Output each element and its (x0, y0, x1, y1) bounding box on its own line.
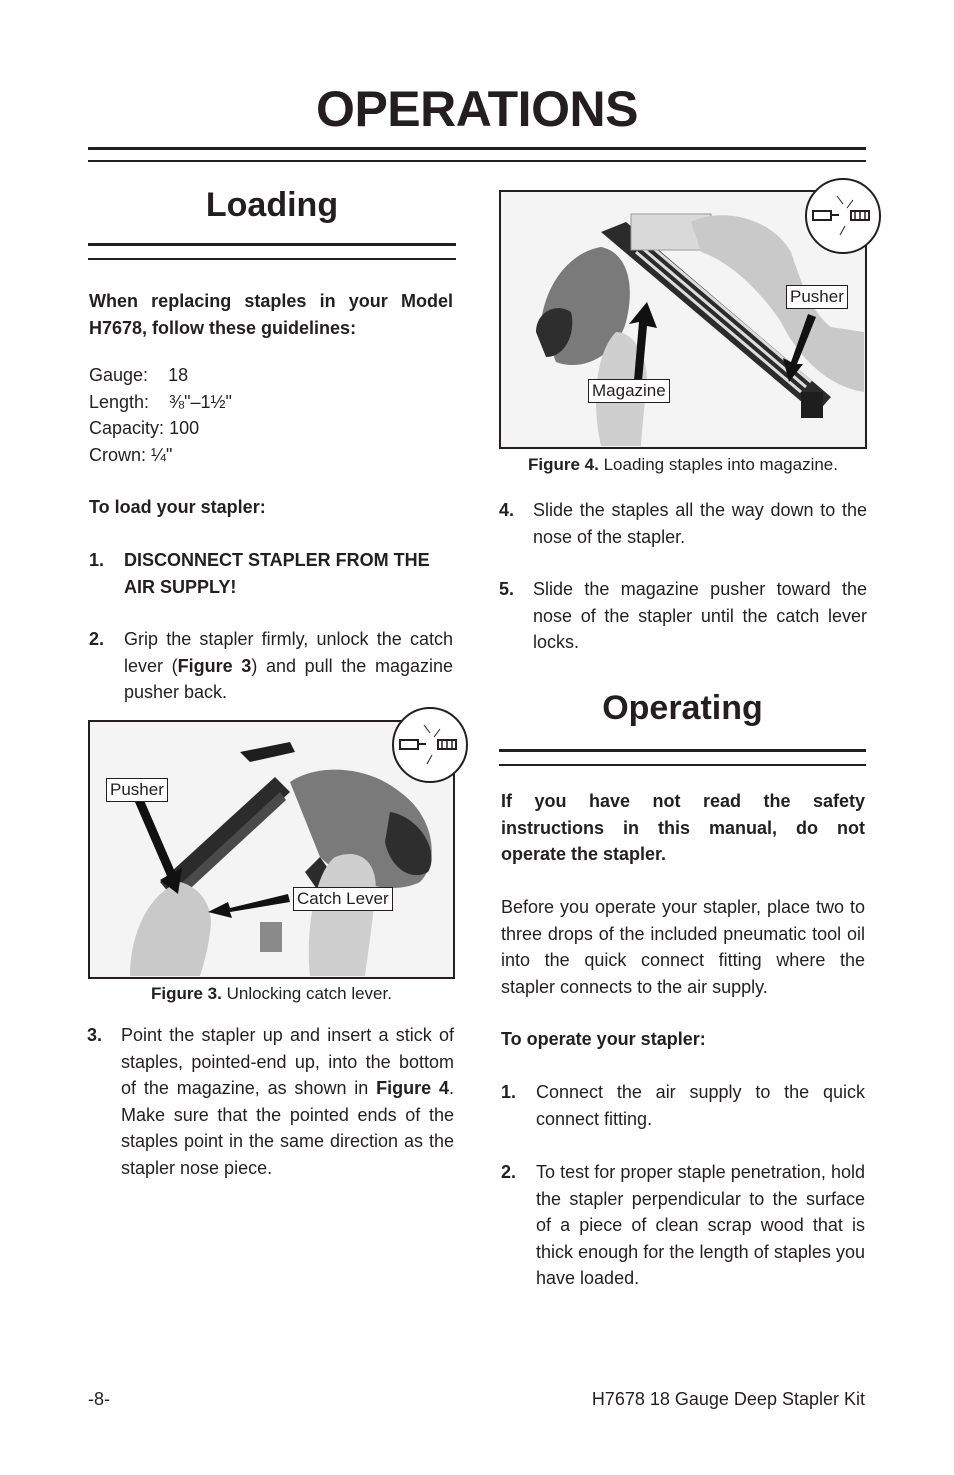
spec-length (89, 389, 389, 416)
page-title: OPERATIONS (316, 81, 638, 137)
title-rule-top (88, 147, 866, 150)
step-text (121, 1022, 454, 1181)
step-text: Slide the magazine pusher toward the nose of the stapler until the catch lever locks. (533, 579, 867, 652)
step-text: Connect the air supply to the quick connect fitting. (536, 1082, 865, 1129)
to-load-label: To load your stapler: (89, 497, 266, 517)
to-operate-label: To operate your stapler: (501, 1029, 706, 1049)
figure-3-catch-lever-callout: Catch Lever (293, 887, 393, 911)
loading-rule-top (88, 243, 456, 246)
operating-warning: If you have not read the safety instructions in this manual, do not operate the stapler. (501, 791, 865, 864)
step-number: 2. (89, 629, 105, 649)
step-number: 4. (499, 500, 515, 520)
spec-gauge (89, 362, 389, 389)
title-rule-bottom (88, 160, 866, 162)
page-number: -8- (88, 1389, 110, 1409)
step-text: To test for proper staple penetration, hold the stapler perpendicular to the surface of a piece of clean scrap wood that is thick enough for the length of staples you have loaded. (536, 1162, 865, 1288)
operating-rule-top (499, 749, 866, 752)
spec-label: Gauge: (89, 365, 149, 385)
step-text-part: ) and pull the magazine pusher back. (124, 655, 453, 702)
load-step-4 (499, 497, 867, 552)
operate-step-2 (501, 1159, 865, 1294)
spec-crown (89, 442, 389, 469)
loading-rule-bottom (88, 258, 456, 260)
figure-4-pusher-callout: Pusher (786, 285, 848, 309)
step-number: 1. (89, 550, 105, 570)
step-text: Slide the staples all the way down to the nose of the stapler. (533, 500, 867, 547)
step-text (124, 626, 453, 706)
oil-paragraph: Before you operate your stapler, place two to three drops of the included pneumatic tool oil into the quick connect fitting where the stapler connects to the air supply. (501, 897, 865, 997)
step-text-part: Point the stapler up and insert a stick of staples, pointed-end up, into the bottom of the magazine, as shown in (121, 1025, 454, 1098)
load-step-1 (89, 547, 453, 607)
caption-label: Figure 3. (151, 984, 222, 1003)
figure-3-pusher-callout: Pusher (106, 778, 168, 802)
footer-product-title: H7678 18 Gauge Deep Stapler Kit (591, 1389, 865, 1409)
load-step-3 (87, 1022, 454, 1182)
disconnected-air-hose-icon (392, 707, 468, 783)
load-step-5 (499, 576, 867, 658)
disconnected-air-hose-icon (805, 178, 881, 254)
operating-heading: Operating (602, 689, 763, 727)
loading-intro: When replacing staples in your Model H7678, follow these guidelines: (89, 291, 453, 338)
operating-rule-bottom (499, 764, 866, 766)
spec-list (89, 362, 389, 468)
spec-value: ⅜"–1½" (169, 391, 232, 412)
caption-label: Figure 4. (528, 455, 599, 474)
spec-value: ¼" (151, 444, 173, 465)
operate-step-1 (501, 1079, 865, 1134)
step-text-part: . Make sure that the pointed ends of the staples point in the same direction as the stapler nose piece. (121, 1078, 455, 1178)
spec-capacity (89, 415, 389, 442)
figure-4-magazine-callout: Magazine (588, 379, 670, 403)
caption-text: Loading staples into magazine. (598, 455, 838, 474)
spec-value: 18 (168, 365, 189, 385)
load-step-2 (89, 626, 453, 708)
step-number: 2. (501, 1162, 517, 1182)
figure-4-caption (499, 455, 867, 475)
spec-label: Capacity: (89, 418, 165, 438)
step-number: 1. (501, 1082, 517, 1102)
step-number: 5. (499, 579, 515, 599)
step-text-part: Grip the stapler firmly, unlock the catch lever ( (124, 629, 453, 676)
figure-4-reference: Figure 4 (376, 1078, 449, 1098)
figure-3-caption (88, 984, 455, 1004)
step-number: 3. (87, 1025, 103, 1045)
caption-text: Unlocking catch lever. (221, 984, 392, 1003)
loading-heading: Loading (205, 186, 339, 224)
spec-value: 100 (169, 418, 200, 438)
spec-label: Crown: (89, 444, 147, 465)
step-text: DISCONNECT STAPLER FROM THE AIR SUPPLY! (124, 550, 430, 597)
figure-3-reference: Figure 3 (177, 655, 252, 676)
spec-label: Length: (89, 391, 150, 412)
